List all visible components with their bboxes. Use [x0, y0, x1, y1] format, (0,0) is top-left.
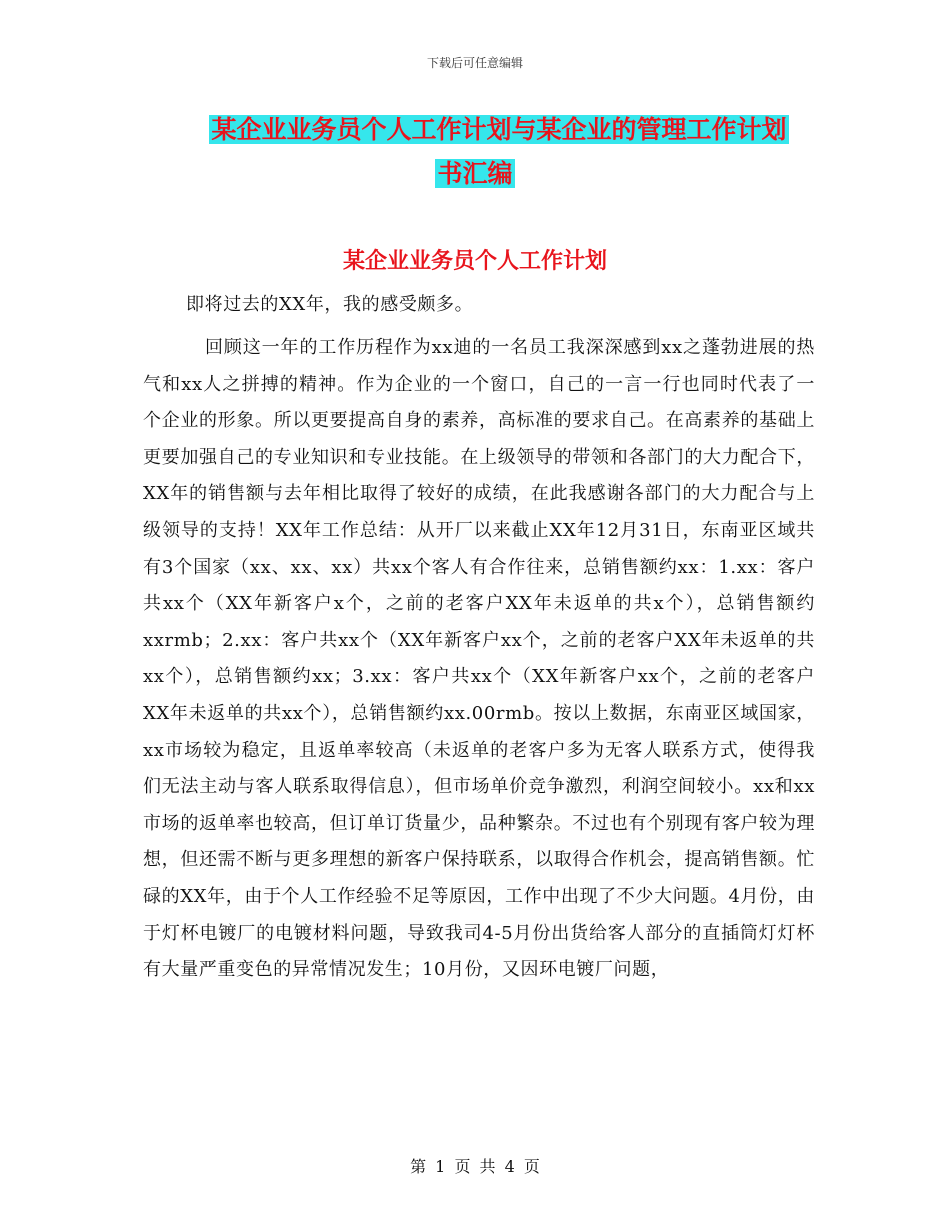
section-title: 某企业业务员个人工作计划: [342, 248, 607, 274]
document-title-text-1: 某企业业务员个人工作计划与某企业的管理工作计划: [211, 115, 787, 144]
document-title-text-2: 书汇编: [437, 159, 513, 188]
paragraph-body: 回顾这一年的工作历程作为xx迪的一名员工我深深感到xx之蓬勃进展的热气和xx人之拼搏的精神。作为企业的一个窗口，自己的一言一行也同时代表了一个企业的形象。所以更要提高自身的素养，高标准的要求自己。在高素养的基础上更要加强自己的专业知识和专业技能。在上级领导的带领和各部门的大力配合下，XX年的销售额与去年相比取得了较好的成绩，在此我感谢各部门的大力配合与上级领导的支持！XX年工作总结：从开厂以来截止XX年12月31日，东南亚区域共有3个国家（xx、xx、xx）共xx个客人有合作往来，总销售额约xx：1.xx：客户共xx个（XX年新客户x个，之前的老客户XX年未返单的共x个），总销售额约xxrmb；2.xx：客户共xx个（XX年新客户xx个，之前的老客户XX年未返单的共xx个），总销售额约xx；3.xx：客户共xx个（XX年新客户xx个，之前的老客户XX年未返单的共xx个），总销售额约xx.00rmb。按以上数据，东南亚区域国家，xx市场较为稳定，且返单率较高（未返单的老客户多为无客人联系方式，使得我们无法主动与客人联系取得信息），但市场单价竞争激烈，利润空间较小。xx和xx市场的返单率也较高，但订单订货量少，品种繁杂。不过也有个别现有客户较为理想，但还需不断与更多理想的新客户保持联系，以取得合作机会，提高销售额。忙碌的XX年，由于个人工作经验不足等原因，工作中出现了不少大问题。4月份，由于灯杯电镀厂的电镀材料问题，导致我司4-5月份出货给客人部分的直插筒灯灯杯有大量严重变色的异常情况发生；10月份，又因环电镀厂问题，: [143, 337, 815, 981]
paragraph-intro: 即将过去的XX年，我的感受颇多。: [186, 294, 474, 315]
document-title-line-1: [24, 108, 950, 152]
page-header-note: 下载后可任意编辑: [426, 56, 523, 70]
document-title-line-2: [0, 152, 950, 196]
page-number-footer: 第 1 页 共 4 页: [410, 1157, 540, 1176]
